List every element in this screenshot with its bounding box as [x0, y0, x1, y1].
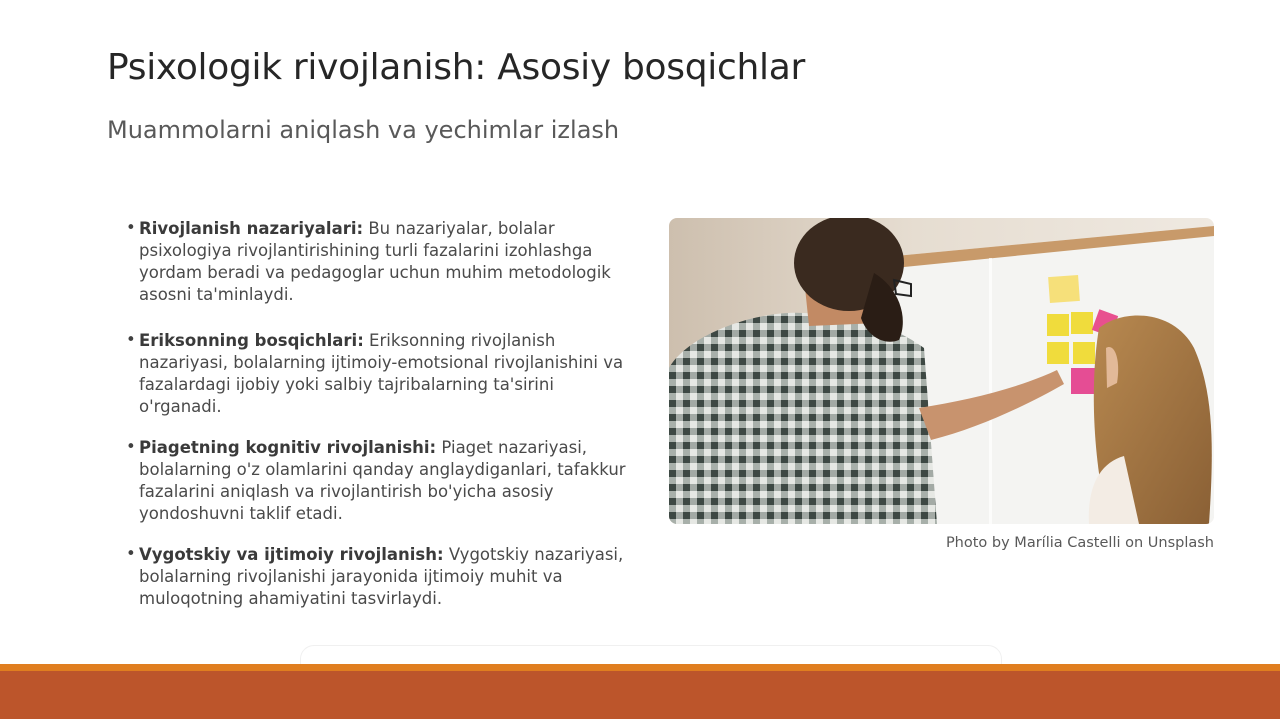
bullet-list: [126, 218, 626, 610]
bullet-heading: Vygotskiy va ijtimoiy rivojlanish:: [139, 545, 444, 564]
photo-image: [669, 218, 1214, 524]
bullet-item: [126, 437, 626, 525]
bullet-heading: Rivojlanish nazariyalari:: [139, 219, 364, 238]
bullet-heading: Eriksonning bosqichlari:: [139, 331, 364, 350]
bullet-item: [126, 544, 626, 610]
footer-accent-stripe: [0, 664, 1280, 671]
bullet-item: [126, 218, 626, 306]
footer-bar: [0, 671, 1280, 719]
bullet-text: Vygotskiy nazariyasi, bolalarning rivojlanishi jarayonida ijtimoiy muhit va muloqotning ahamiyatini tasvirlaydi.: [139, 545, 624, 608]
bullet-text: Piaget nazariyasi, bolalarning o'z olamlarini qanday anglaydiganlari, tafakkur fazalarini aniqlash va rivojlantirish bo'yicha asosiy yondoshuvni taklif etadi.: [139, 438, 626, 523]
slide-title: Psixologik rivojlanish: Asosiy bosqichlar: [107, 47, 805, 88]
bullet-item: [126, 330, 626, 418]
slide-subtitle: Muammolarni aniqlash va yechimlar izlash: [107, 116, 620, 144]
bullet-text: Bu nazariyalar, bolalar psixologiya rivojlantirishining turli fazalarini izohlashga yordam beradi va pedagoglar uchun muhim metodologik asosni ta'minlaydi.: [139, 219, 611, 304]
photo-caption: Photo by Marília Castelli on Unsplash: [945, 535, 1214, 551]
bullet-heading: Piagetning kognitiv rivojlanishi:: [139, 438, 437, 457]
bullet-text: Eriksonning rivojlanish nazariyasi, bolalarning ijtimoiy-emotsional rivojlanishini va fazalardagi ijobiy yoki salbiy tajribalarning ta'sirini o'rganadi.: [139, 331, 624, 416]
